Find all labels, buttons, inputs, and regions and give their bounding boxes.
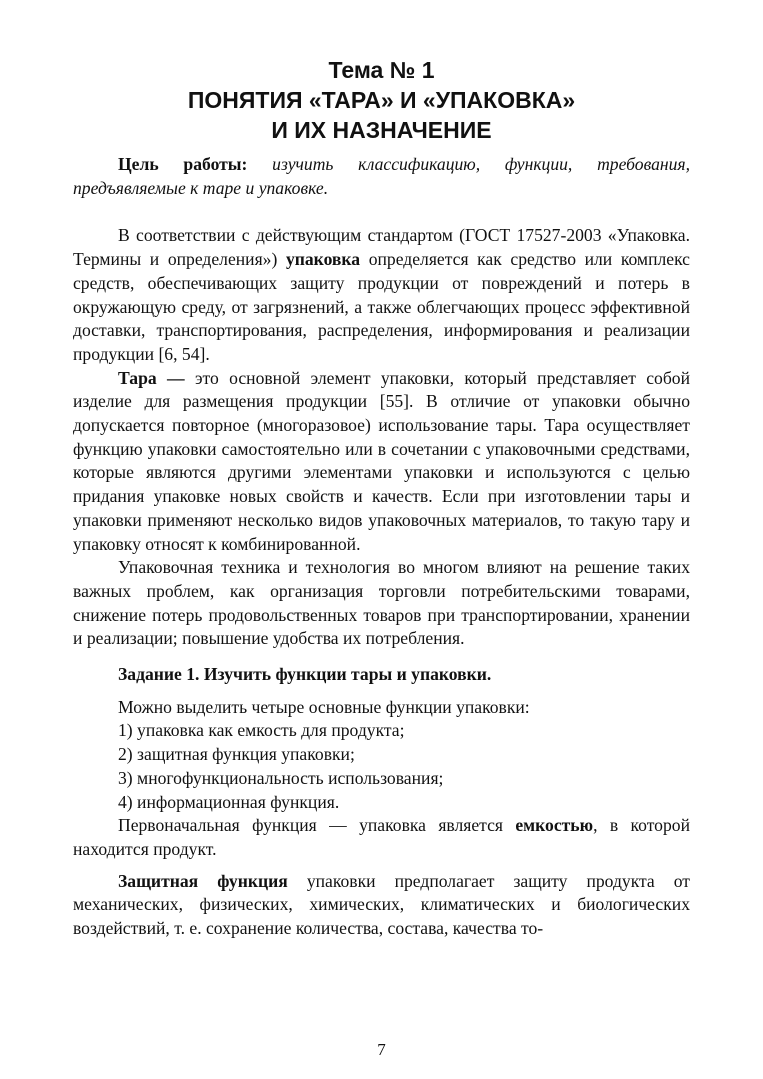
goal-text: изучить классификацию, функции, требования, предъявляемые к таре и упаковке. [73,154,690,198]
term-packaging: упаковка [285,249,361,270]
list-item: 2) защитная функция упаковки; [118,744,355,765]
p4-text-before: Первоначальная функция — упаковка является [118,815,516,836]
paragraph-protective-function [73,870,690,941]
task-heading: Задание 1. Изучить функции тары и упаковки. [118,664,492,685]
list-item: 3) многофункциональность использования; [118,767,444,788]
topic-title-line-2: И ИХ НАЗНАЧЕНИЕ [271,117,492,143]
list-item: 4) информационная функция. [118,791,340,812]
p1-text-after: определяется как средство или комплекс средств, обеспечивающих защиту продукции от повреждений и потерь в окружающую среду, от загрязнений, а также облегчающих процесс эффективной доставки, транспортирования, распределения, информирования и реализации продукции [6, 54]. [73,249,690,364]
functions-intro: Можно выделить четыре основные функции упаковки: [118,696,530,717]
paragraph-packaging-definition [73,224,690,366]
term-container: Тара — [118,367,185,388]
page-number: 7 [377,1040,386,1059]
p4-text-after: , в которой находится продукт. [73,815,690,859]
body-text [73,153,690,941]
goal-paragraph [73,153,690,200]
topic-title-line-1: ПОНЯТИЯ «ТАРА» И «УПАКОВКА» [187,87,576,113]
paragraph-packaging-technology: Упаковочная техника и технология во многом влияют на решение таких важных проблем, как организация торговли потребительскими товарами, снижение потерь продовольственных товаров при транспортировании, хранении и реализации; повышение удобства их потребления. [73,557,690,649]
paragraph-container-function [73,814,690,861]
list-item: 1) упаковка как емкость для продукта; [118,720,405,741]
p2-text-after: это основной элемент упаковки, который представляет собой изделие для размещения продукции [55]. В отличие от упаковки обычно допускается повторное (многоразовое) использование тары. Тара осуществляет функцию упаковки самостоятельно или в сочетании с упаковочными средствами, которые являются другими элементами упаковки и используются с целью придания упаковке новых свойств и качеств. Если при изготовлении тары и упаковки применяют несколько видов упаковочных материалов, то такую тару и упаковку относят к комбинированной. [73,367,691,554]
term-protective-function: Защитная функция [118,870,288,891]
paragraph-container-definition [73,367,690,557]
p5-text-after: упаковки предполагает защиту продукта от механических, физических, химических, климатических и биологических воздействий, т. е. сохранение количества, состава, качества то- [73,870,690,939]
p1-text-before: В соответствии с действующим стандартом (ГОСТ 17527-2003 «Упаковка. Термины и определения») [73,225,690,270]
goal-label: Цель работы: [118,154,248,174]
term-capacity: емкостью [515,815,594,836]
topic-number-heading: Тема № 1 [328,57,435,83]
